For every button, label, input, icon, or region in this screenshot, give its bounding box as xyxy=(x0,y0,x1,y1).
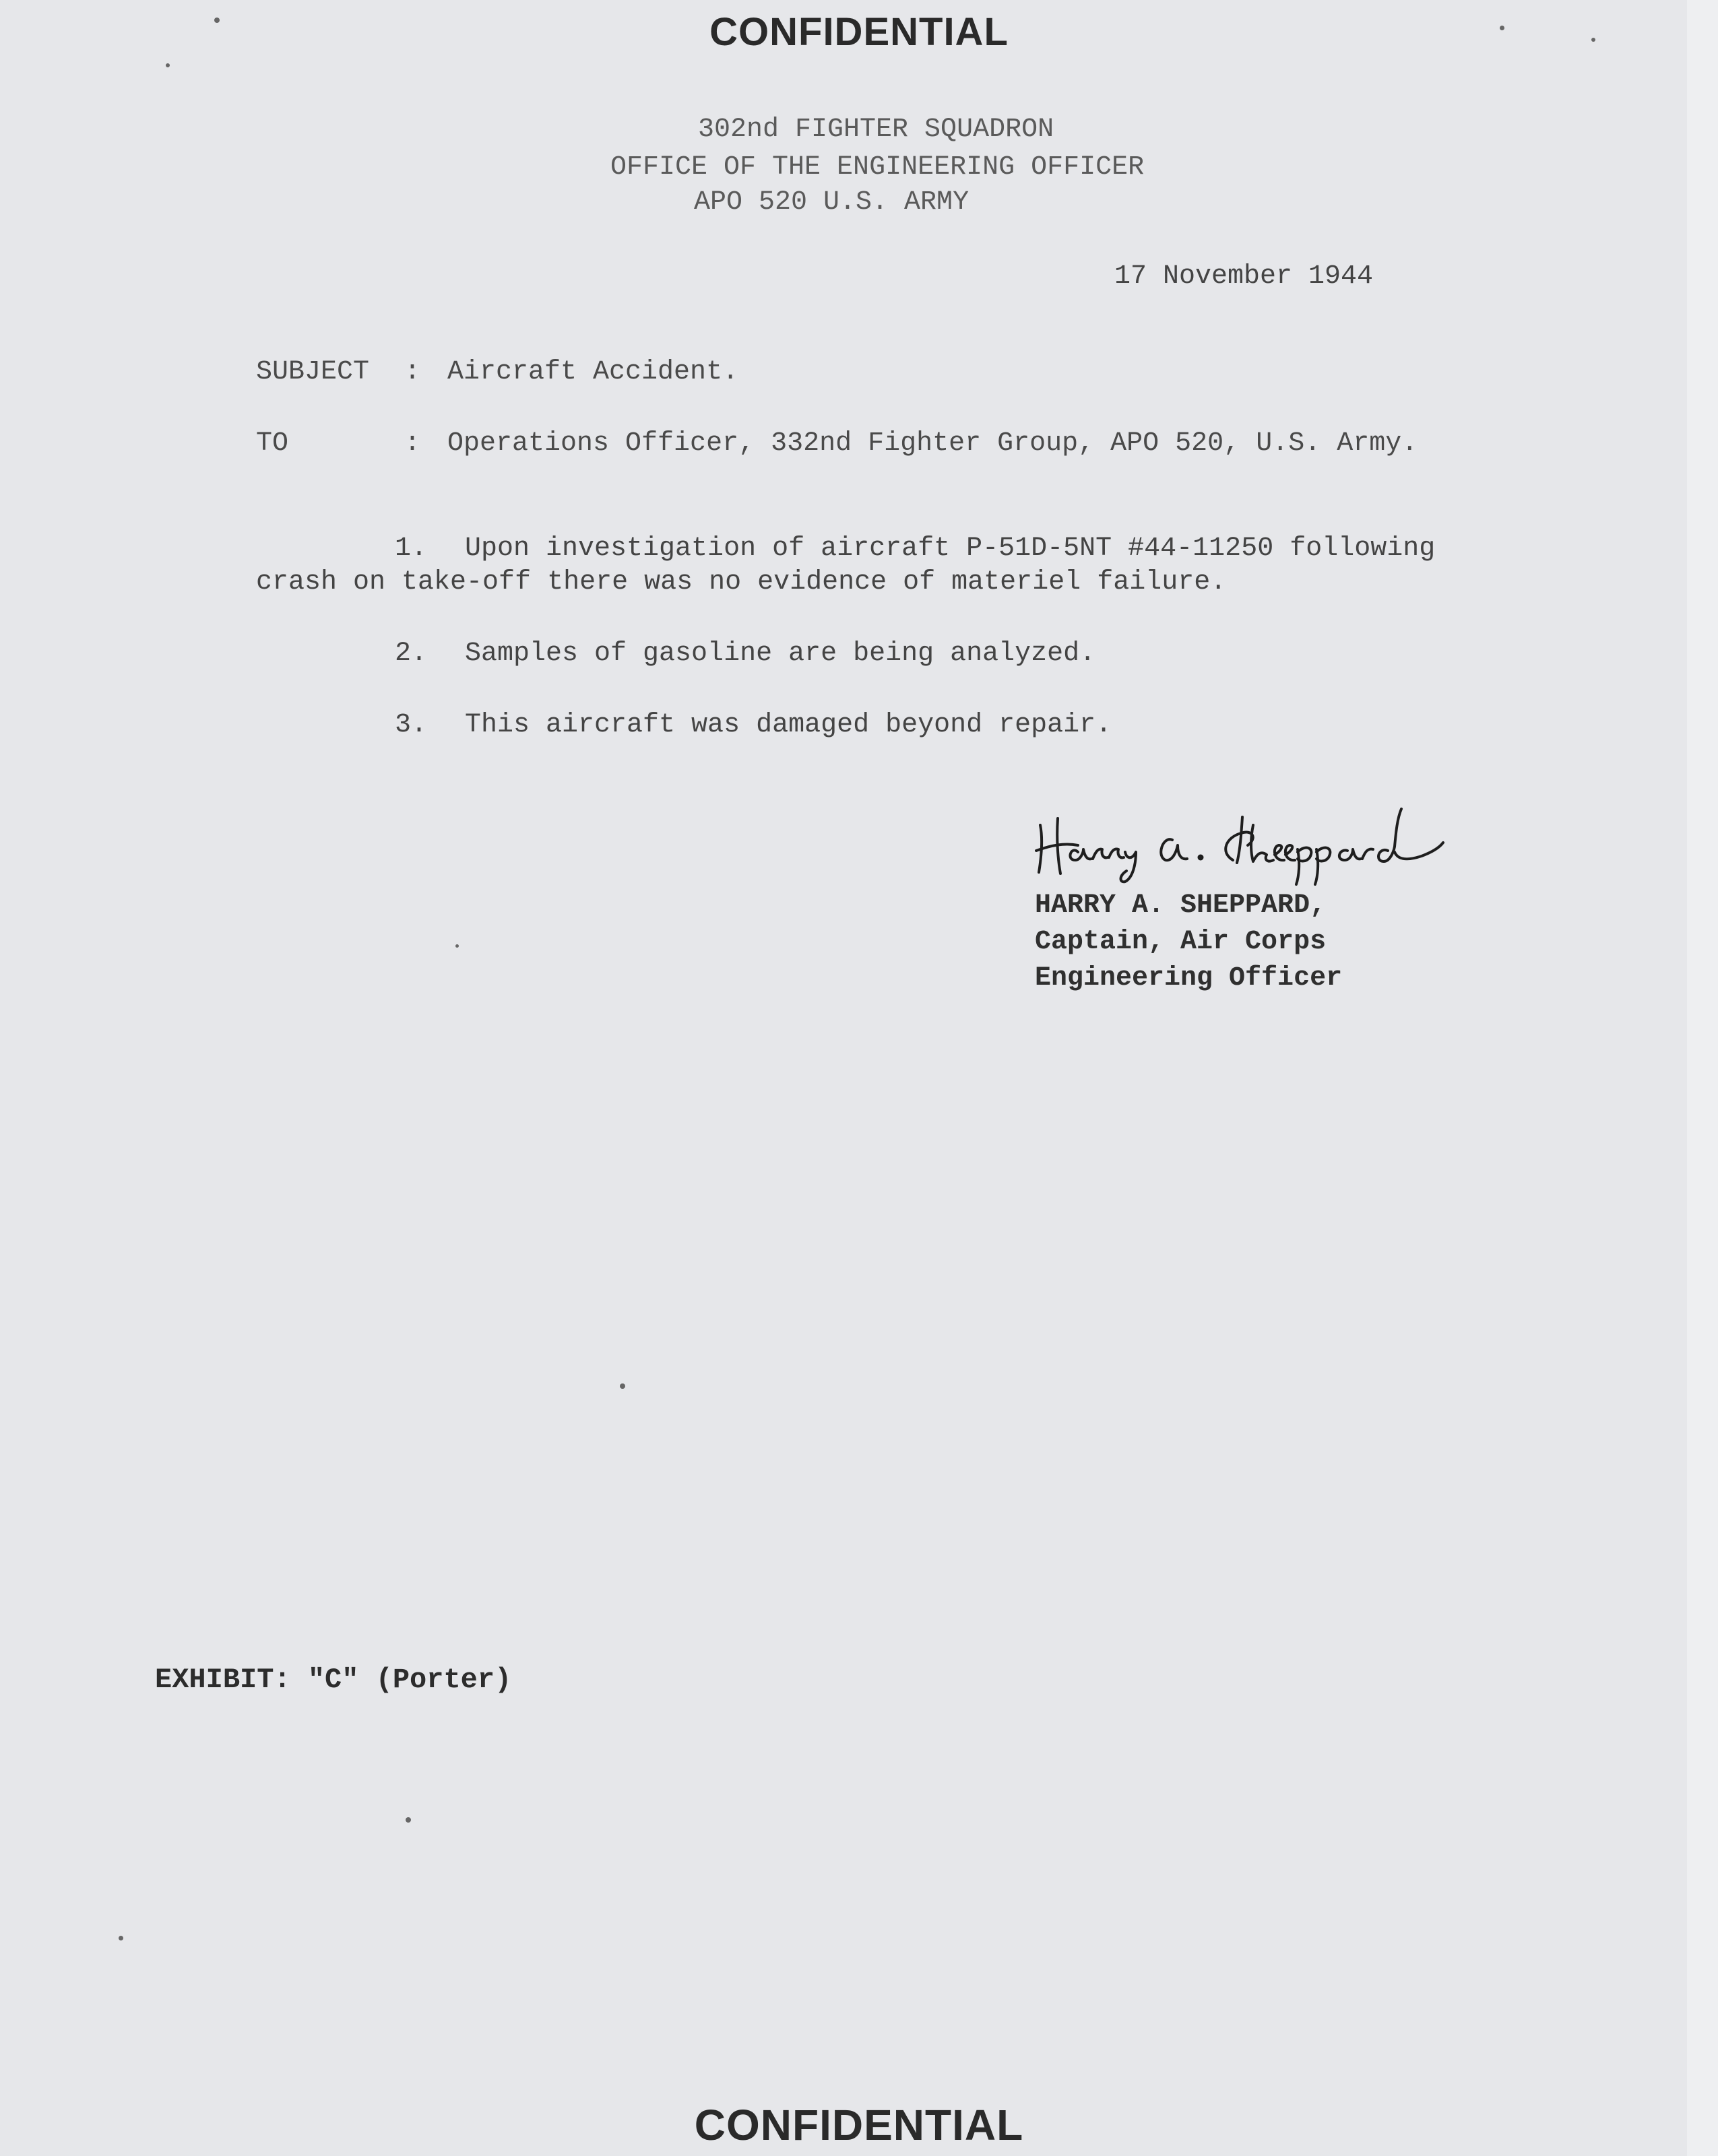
letterhead-address: APO 520 U.S. ARMY xyxy=(694,187,969,218)
scan-speck xyxy=(214,18,220,23)
to-label: TO xyxy=(256,428,289,459)
header-classification-stamp: CONFIDENTIAL xyxy=(709,10,1009,54)
letter-date: 17 November 1944 xyxy=(1114,261,1374,292)
signer-title: Engineering Officer xyxy=(1035,963,1343,993)
paragraph-1-line-2: crash on take-off there was no evidence of materiel failure. xyxy=(256,567,1227,597)
exhibit-label: EXHIBIT: "C" (Porter) xyxy=(155,1664,512,1696)
to-value: Operations Officer, 332nd Fighter Group, APO 520, U.S. Army. xyxy=(447,428,1418,459)
scan-speck xyxy=(119,1936,123,1940)
paragraph-1-line-1 xyxy=(395,533,1435,564)
scan-speck xyxy=(406,1817,411,1823)
paragraph-2-number: 2. xyxy=(395,639,428,669)
paragraph-2-text: Samples of gasoline are being analyzed. xyxy=(465,639,1096,669)
scan-speck xyxy=(1500,26,1504,30)
scan-speck xyxy=(455,944,459,948)
scan-speck xyxy=(166,63,170,67)
scan-speck xyxy=(1591,38,1595,42)
paragraph-3-number: 3. xyxy=(395,710,428,740)
subject-label: SUBJECT xyxy=(256,357,370,387)
paragraph-3-text: This aircraft was damaged beyond repair. xyxy=(465,710,1112,740)
paragraph-1-number: 1. xyxy=(395,533,428,564)
signature-block xyxy=(1035,888,1342,997)
page-edge xyxy=(1687,0,1718,2156)
paragraph-2 xyxy=(395,639,1095,669)
subject-colon: : xyxy=(404,357,421,387)
scan-speck xyxy=(620,1383,625,1389)
handwritten-signature xyxy=(1031,798,1449,886)
letterhead-office: OFFICE OF THE ENGINEERING OFFICER xyxy=(610,152,1145,183)
letterhead-unit: 302nd FIGHTER SQUADRON xyxy=(698,115,1054,145)
signer-rank: Captain, Air Corps xyxy=(1035,927,1327,957)
to-colon: : xyxy=(404,428,421,459)
footer-classification-stamp: CONFIDENTIAL xyxy=(694,2101,1024,2149)
subject-value: Aircraft Accident. xyxy=(447,357,739,387)
to-line xyxy=(256,428,1418,459)
subject-line xyxy=(256,357,738,387)
paragraph-1-text-1: Upon investigation of aircraft P-51D-5NT #44-11250 following xyxy=(465,533,1436,564)
signer-name: HARRY A. SHEPPARD, xyxy=(1035,890,1327,921)
paragraph-3 xyxy=(395,710,1112,740)
